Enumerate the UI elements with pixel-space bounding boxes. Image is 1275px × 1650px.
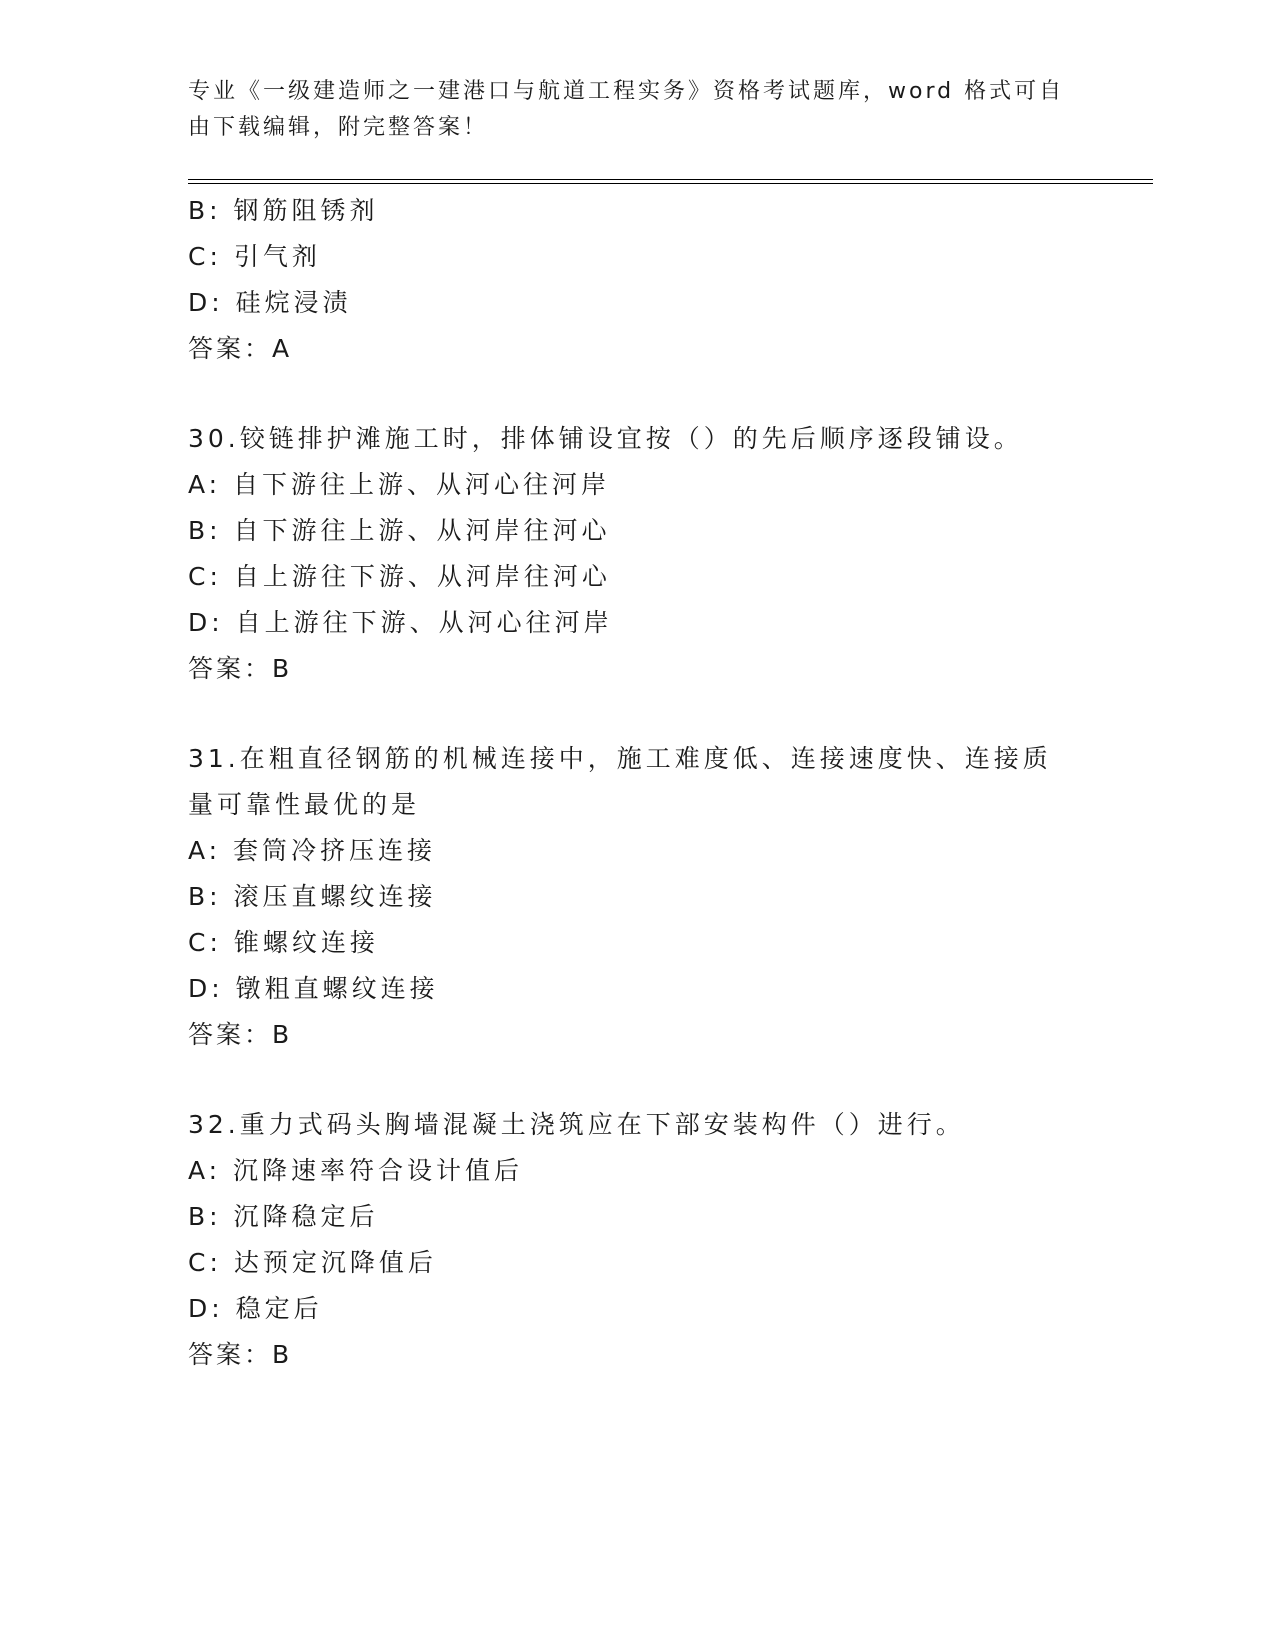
question-block-31 [188,736,1088,1058]
option-b: B: 自下游往上游、从河岸往河心 [188,516,611,545]
question-block-previous [188,188,1088,372]
option-c: C: 锥螺纹连接 [188,928,379,957]
option-b: B: 滚压直螺纹连接 [188,882,437,911]
question-text: 32.重力式码头胸墙混凝土浇筑应在下部安装构件（）进行。 [188,1110,965,1139]
block-spacer [188,1058,1088,1102]
option-b: B: 钢筋阻锈剂 [188,196,379,225]
option-c: C: 自上游往下游、从河岸往河心 [188,562,611,591]
option-b: B: 沉降稳定后 [188,1202,379,1231]
question-block-32 [188,1102,1088,1378]
option-d: D: 自上游往下游、从河心往河岸 [188,608,613,637]
answer-line: 答案：B [188,1020,293,1049]
document-header [188,74,1088,146]
header-divider-top [188,179,1153,180]
option-a: A: 自下游往上游、从河心往河岸 [188,470,611,499]
option-c: C: 达预定沉降值后 [188,1248,437,1277]
block-spacer [188,692,1088,736]
block-spacer [188,372,1088,416]
question-text: 30.铰链排护滩施工时，排体铺设宜按（）的先后顺序逐段铺设。 [188,424,1023,453]
question-text: 31.在粗直径钢筋的机械连接中，施工难度低、连接速度快、连接质量可靠性最优的是 [188,744,1052,819]
option-d: D: 硅烷浸渍 [188,288,352,317]
option-a: A: 沉降速率符合设计值后 [188,1156,524,1185]
answer-line: 答案：B [188,654,293,683]
option-d: D: 镦粗直螺纹连接 [188,974,439,1003]
option-d: D: 稳定后 [188,1294,323,1323]
question-block-30 [188,416,1088,692]
header-divider-bottom [188,183,1153,184]
answer-line: 答案：A [188,334,293,363]
answer-line: 答案：B [188,1340,293,1369]
option-c: C: 引气剂 [188,242,321,271]
option-a: A: 套筒冷挤压连接 [188,836,437,865]
question-list [188,188,1088,1378]
header-text: 专业《一级建造师之一建港口与航道工程实务》资格考试题库，word 格式可自由下载编辑，附完整答案！ [188,79,1065,140]
